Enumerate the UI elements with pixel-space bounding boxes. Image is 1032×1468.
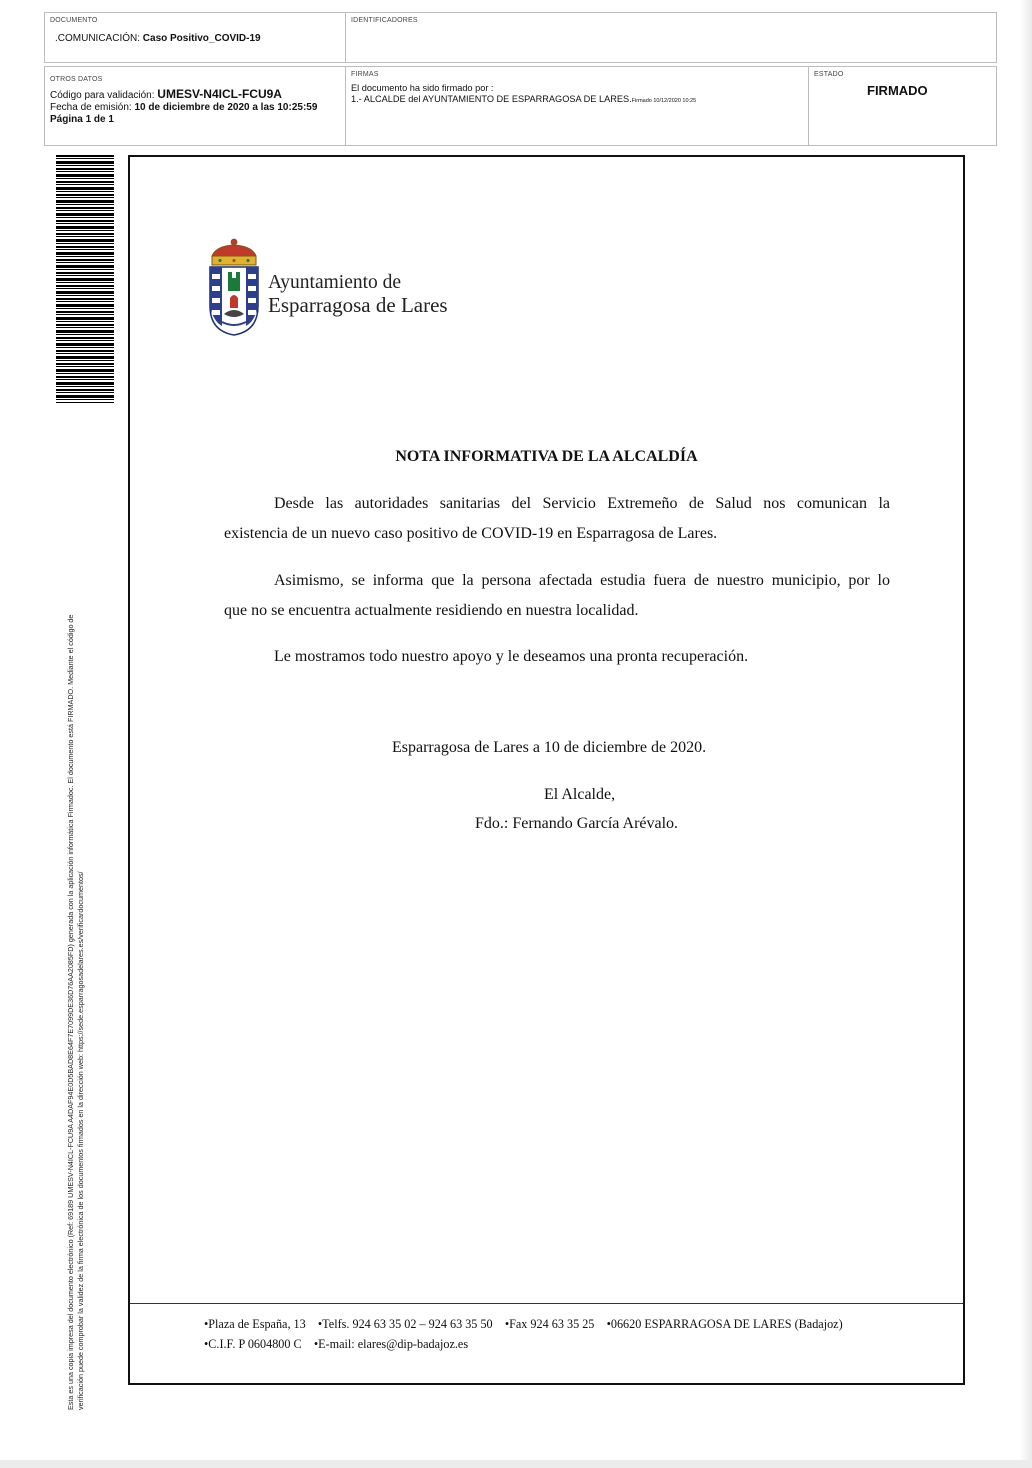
firmas-line1: El documento ha sido firmado por : — [351, 83, 494, 93]
place-date: Esparragosa de Lares a 10 de diciembre de 2020. — [392, 739, 707, 756]
codigo-label: Código para validación: — [50, 90, 155, 101]
otros-datos-label: OTROS DATOS — [50, 76, 103, 83]
identificadores-box — [345, 12, 997, 63]
firmas-stamp: Firmado 10/12/2020 10:25 — [631, 98, 697, 104]
codigo-line — [50, 88, 317, 102]
firmas-box — [345, 66, 809, 146]
firmas-line2: 1.- ALCALDE del AYUNTAMIENTO DE ESPARRAGOSA DE LARES. — [351, 94, 632, 104]
signer-name: Fdo.: Fernando García Arévalo. — [475, 815, 679, 832]
codigo-value: UMESV-N4ICL-FCU9A — [157, 87, 282, 101]
p2-line1: Asimismo, se informa que la persona afectada estudia fuera de nuestro municipio, por lo — [274, 572, 890, 589]
estado-box — [808, 66, 997, 146]
logo-line1: Ayuntamiento de — [268, 272, 402, 293]
footer-divider — [130, 1303, 963, 1304]
documento-value — [55, 33, 261, 44]
logo-line2: Esparragosa de Lares — [268, 293, 448, 317]
otros-datos-box — [44, 66, 346, 146]
documento-box — [44, 12, 346, 63]
signer-title: El Alcalde, — [544, 786, 616, 803]
page-bottom-shadow — [0, 1460, 1032, 1468]
municipality-name — [268, 272, 448, 316]
fecha-label: Fecha de emisión: — [50, 102, 132, 113]
footer-contact-line: •C.I.F. P 0604800 C •E-mail: elares@dip-badajoz.es — [204, 1337, 469, 1351]
firmas-label: FIRMAS — [351, 71, 379, 78]
document-title: NOTA INFORMATIVA DE LA ALCALDÍA — [395, 448, 698, 465]
documento-label: DOCUMENTO — [50, 17, 98, 24]
paragraph-3 — [224, 642, 890, 672]
fecha-line — [50, 102, 317, 114]
documento-title: Caso Positivo_COVID-19 — [142, 33, 261, 44]
vertical-text-line1: Esta es una copia impresa del documento electrónico (Ref: 69189 UMESV-N4ICL-FCU9A A4DAF94E0D5BAD8E64F7E7099DE36D76AA2085FD) generada con la aplicación informática Firmadoc. El documento está FIRMADO. Mediante el código de — [66, 614, 75, 1410]
paragraph-2 — [224, 566, 890, 626]
footer-address-line: •Plaza de España, 13 •Telfs. 924 63 35 02 – 924 63 35 50 •Fax 924 63 35 25 •06620 ESPARRAGOSA DE LARES (Badajoz) — [204, 1317, 843, 1331]
estado-label: ESTADO — [814, 71, 844, 78]
pagina: Página 1 de 1 — [50, 114, 114, 125]
p3-line1: Le mostramos todo nuestro apoyo y le deseamos una pronta recuperación. — [274, 648, 749, 665]
page-edge-shadow — [1020, 0, 1032, 1468]
documento-prefix: .COMUNICACIÓN: — [55, 33, 140, 44]
p1-line1: Desde las autoridades sanitarias del Servicio Extremeño de Salud nos comunican la — [274, 495, 890, 512]
firmas-line2-row — [351, 94, 696, 107]
firmas-text — [351, 83, 696, 107]
vertical-verification-text — [66, 440, 86, 1410]
barcode-image — [56, 155, 114, 403]
p2-line2: que no se encuentra actualmente residiendo en nuestra localidad. — [224, 602, 639, 619]
vertical-text-line2: verificación puede comprobar la validez de la firma electrónica de los documentos firmados en la dirección web: https://sede.esparragosadelares.es/verificardocumentos/ — [76, 871, 85, 1410]
fecha-value: 10 de diciembre de 2020 a las 10:25:59 — [134, 102, 318, 113]
coat-of-arms-icon — [206, 236, 262, 338]
paragraph-1 — [224, 489, 890, 549]
validation-block — [50, 88, 317, 126]
estado-value: FIRMADO — [867, 83, 928, 98]
p1-line2: existencia de un nuevo caso positivo de COVID-19 en Esparragosa de Lares. — [224, 525, 718, 542]
identificadores-label: IDENTIFICADORES — [351, 17, 418, 24]
document-frame — [128, 155, 965, 1385]
